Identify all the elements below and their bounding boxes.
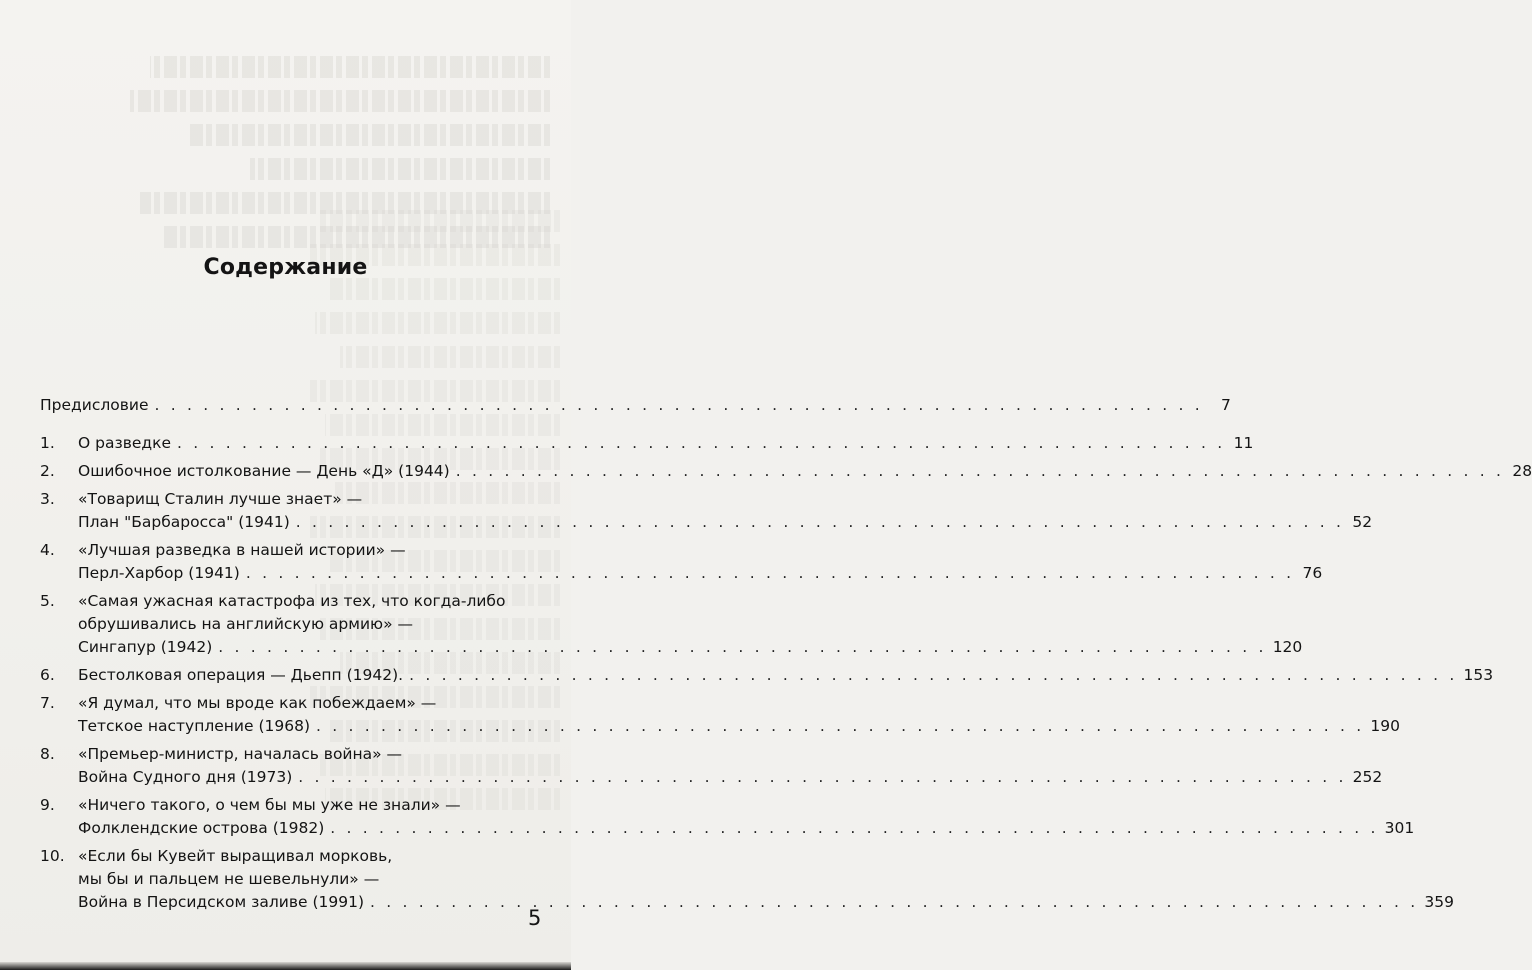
entry-body xyxy=(40,394,1231,417)
entry-last-line xyxy=(78,664,1493,687)
entry-page-number: 11 xyxy=(1233,434,1254,452)
entry-page-number: 7 xyxy=(1221,396,1231,414)
entry-title-line: О разведке xyxy=(78,434,171,452)
entry-last-line xyxy=(78,562,1322,585)
dot-leader xyxy=(246,562,1294,585)
entry-page-number: 120 xyxy=(1272,638,1303,656)
entry-title-line: мы бы и пальцем не шевельнули» — xyxy=(78,870,380,888)
dot-leader xyxy=(456,460,1504,483)
entry-last-line xyxy=(40,394,1231,417)
chapter-number: 10. xyxy=(40,847,65,865)
dot-leader xyxy=(316,715,1364,738)
entry-title-line: «Ничего такого, о чем бы мы уже не знали» — xyxy=(78,796,461,814)
entry-last-line xyxy=(78,715,1400,738)
entry-title-line: План "Барбаросса" (1941) xyxy=(78,513,290,531)
chapter-number: 5. xyxy=(40,592,55,610)
entry-page-number: 301 xyxy=(1384,819,1415,837)
page-number: 5 xyxy=(528,906,542,930)
dot-leader xyxy=(296,511,1344,534)
entry-page-number: 76 xyxy=(1302,564,1323,582)
chapter-number: 9. xyxy=(40,796,55,814)
toc-entry-chapter-2[interactable] xyxy=(40,460,1532,483)
entry-title-line: Перл-Харбор (1941) xyxy=(78,564,240,582)
chapter-number: 3. xyxy=(40,490,55,508)
entry-body xyxy=(78,664,1493,687)
entry-body xyxy=(78,794,1414,840)
entry-last-line xyxy=(78,460,1532,483)
entry-body xyxy=(78,590,1302,659)
entry-body xyxy=(78,743,1382,789)
entry-page-number: 252 xyxy=(1352,768,1383,786)
entry-title-line: «Премьер-министр, началась война» — xyxy=(78,745,403,763)
entry-page-number: 153 xyxy=(1463,666,1494,684)
entry-last-line xyxy=(78,432,1253,455)
entry-last-line xyxy=(78,817,1414,840)
entry-body xyxy=(78,432,1253,455)
toc-entry-chapter-5[interactable] xyxy=(40,590,1303,659)
entry-body xyxy=(78,460,1532,483)
toc-entry-chapter-8[interactable] xyxy=(40,743,1383,789)
entry-title-line: Сингапур (1942) xyxy=(78,638,213,656)
entry-page-number: 52 xyxy=(1352,513,1373,531)
contents-title: Содержание xyxy=(203,255,368,280)
entry-last-line xyxy=(78,891,1454,914)
chapter-number: 6. xyxy=(40,666,55,684)
dot-leader xyxy=(154,394,1202,417)
entry-title-line: «Я думал, что мы вроде как побеждаем» — xyxy=(78,694,437,712)
toc-entry-chapter-10[interactable] xyxy=(40,845,1454,914)
entry-title-line: «Лучшая разведка в нашей истории» — xyxy=(78,541,406,559)
entry-body xyxy=(78,845,1454,914)
toc-entry-chapter-1[interactable] xyxy=(40,432,1254,455)
entry-last-line xyxy=(78,766,1382,789)
entry-page-number: 28 xyxy=(1512,462,1532,480)
table-of-contents xyxy=(40,394,1532,919)
dot-leader xyxy=(177,432,1225,455)
entry-title-line: «Самая ужасная катастрофа из тех, что когда-либо xyxy=(78,592,506,610)
toc-entry-chapter-3[interactable] xyxy=(40,488,1373,534)
toc-entry-preface[interactable] xyxy=(40,394,1231,417)
entry-body xyxy=(78,539,1322,585)
chapter-number: 8. xyxy=(40,745,55,763)
chapter-number: 2. xyxy=(40,462,55,480)
entry-body xyxy=(78,488,1372,534)
entry-title-line: Тетское наступление (1968) xyxy=(78,717,311,735)
toc-entry-chapter-6[interactable] xyxy=(40,664,1494,687)
chapter-number: 1. xyxy=(40,434,55,452)
toc-entry-chapter-7[interactable] xyxy=(40,692,1400,738)
entry-last-line xyxy=(78,511,1372,534)
entry-title-line: Война Судного дня (1973) xyxy=(78,768,293,786)
dot-leader xyxy=(218,636,1266,659)
toc-entry-chapter-9[interactable] xyxy=(40,794,1415,840)
entry-page-number: 359 xyxy=(1424,893,1454,911)
entry-page-number: 190 xyxy=(1370,717,1400,735)
chapter-number: 7. xyxy=(40,694,55,712)
entry-last-line xyxy=(78,636,1302,659)
chapter-number: 4. xyxy=(40,541,55,559)
entry-title-line: «Товарищ Сталин лучше знает» — xyxy=(78,490,363,508)
entry-title-line: Война в Персидском заливе (1991) xyxy=(78,893,365,911)
entry-title-line: «Если бы Кувейт выращивал морковь, xyxy=(78,847,393,865)
entry-body xyxy=(78,692,1400,738)
entry-title-line: обрушивались на английскую армию» — xyxy=(78,615,413,633)
entry-title-line: Бестолковая операция — Дьепп (1942). xyxy=(78,666,404,684)
dot-leader xyxy=(298,766,1346,789)
entry-title-line: Фолклендские острова (1982) xyxy=(78,819,325,837)
entry-title-line: Ошибочное истолкование — День «Д» (1944) xyxy=(78,462,450,480)
dot-leader xyxy=(409,664,1457,687)
dot-leader xyxy=(330,817,1378,840)
toc-entry-chapter-4[interactable] xyxy=(40,539,1323,585)
page-bottom-edge xyxy=(0,962,571,970)
entry-title-line: Предисловие xyxy=(40,396,149,414)
